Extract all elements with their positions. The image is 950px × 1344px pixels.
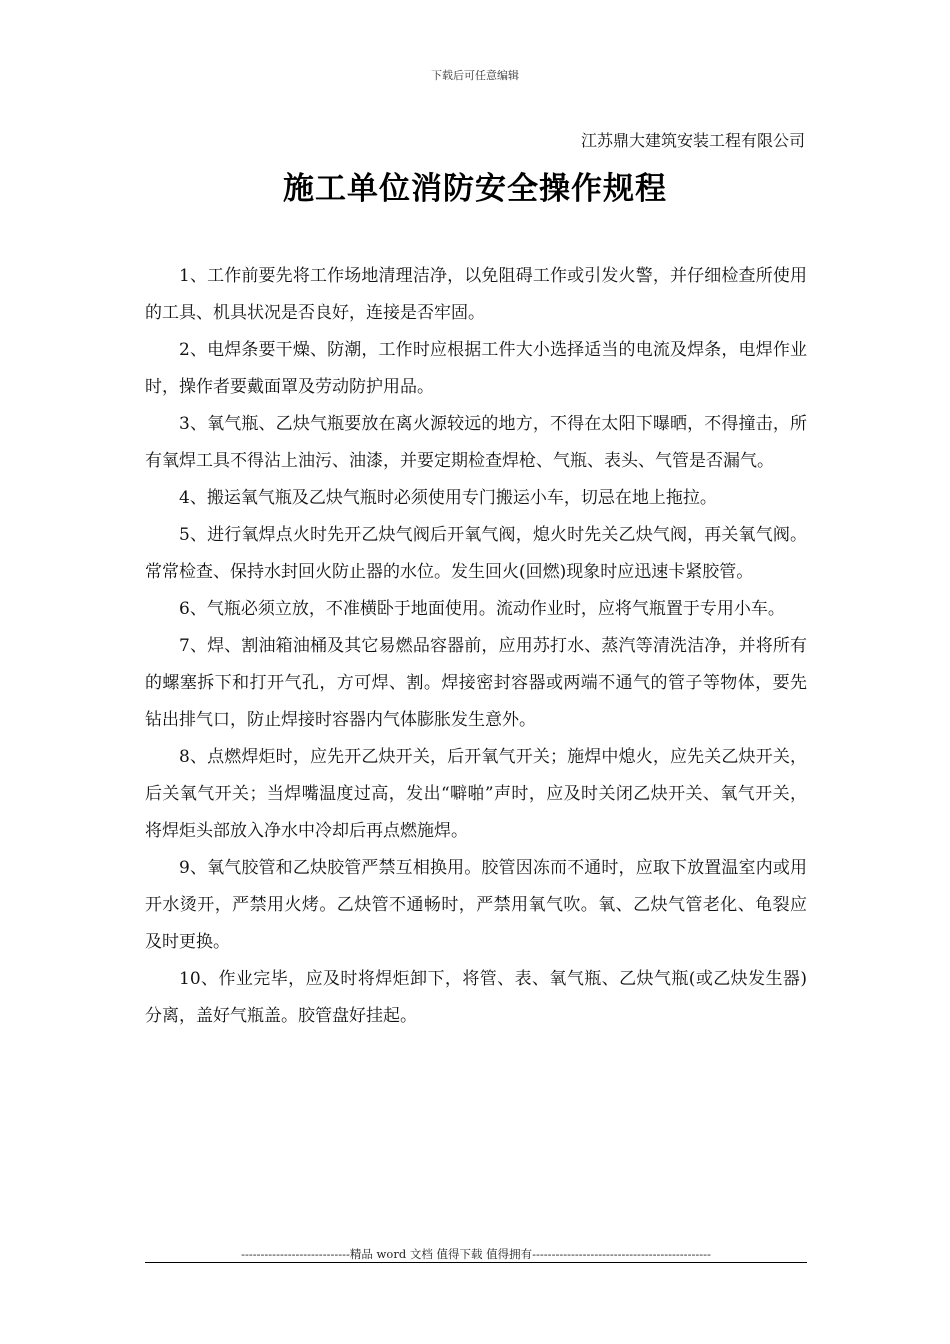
paragraph-4: 4、搬运氧气瓶及乙炔气瓶时必须使用专门搬运小车，切忌在地上拖拉。 <box>179 488 717 508</box>
footer-text: ----------------------------精品 word 文档 值得下载 值得拥有---------------------------------------------- <box>241 1247 711 1261</box>
paragraph-3: 3、氧气瓶、乙炔气瓶要放在离火源较远的地方，不得在太阳下曝晒，不得撞击，所有氧焊工具不得沾上油污、油漆，并要定期检查焊枪、气瓶、表头、气管是否漏气。 <box>145 414 807 471</box>
paragraph-2: 2、电焊条要干燥、防潮，工作时应根据工件大小选择适当的电流及焊条，电焊作业时，操作者要戴面罩及劳动防护用品。 <box>145 340 807 397</box>
paragraph-9: 9、氧气胶管和乙炔胶管严禁互相换用。胶管因冻而不通时，应取下放置温室内或用开水烫开，严禁用火烤。乙炔管不通畅时，严禁用氧气吹。氧、乙炔气管老化、龟裂应及时更换。 <box>145 858 807 952</box>
paragraph-6: 6、气瓶必须立放，不准横卧于地面使用。流动作业时，应将气瓶置于专用小车。 <box>179 599 785 619</box>
document-body <box>145 258 807 1035</box>
paragraph-8: 8、点燃焊炬时，应先开乙炔开关，后开氧气开关；施焊中熄火，应先关乙炔开关，后关氧气开关；当焊嘴温度过高，发出“噼啪”声时，应及时关闭乙炔开关、氧气开关，将焊炬头部放入净水中冷却后再点燃施焊。 <box>145 747 807 841</box>
footer-rule <box>145 1262 807 1263</box>
header-note: 下载后可任意编辑 <box>431 69 519 82</box>
paragraph-1: 1、工作前要先将工作场地清理洁净，以免阻碍工作或引发火警，并仔细检查所使用的工具、机具状况是否良好，连接是否牢固。 <box>145 266 807 323</box>
paragraph-10: 10、作业完毕，应及时将焊炬卸下，将管、表、氧气瓶、乙炔气瓶(或乙炔发生器)分离，盖好气瓶盖。胶管盘好挂起。 <box>145 969 807 1026</box>
company-name: 江苏鼎大建筑安装工程有限公司 <box>580 131 805 150</box>
document-title: 施工单位消防安全操作规程 <box>283 171 667 207</box>
paragraph-5: 5、进行氧焊点火时先开乙炔气阀后开氧气阀，熄火时先关乙炔气阀，再关氧气阀。常常检查、保持水封回火防止器的水位。发生回火(回燃)现象时应迅速卡紧胶管。 <box>145 525 807 582</box>
paragraph-7: 7、焊、割油箱油桶及其它易燃品容器前，应用苏打水、蒸汽等清洗洁净，并将所有的螺塞拆下和打开气孔，方可焊、割。焊接密封容器或两端不通气的管子等物体，要先钻出排气口，防止焊接时容器内气体膨胀发生意外。 <box>145 636 807 730</box>
